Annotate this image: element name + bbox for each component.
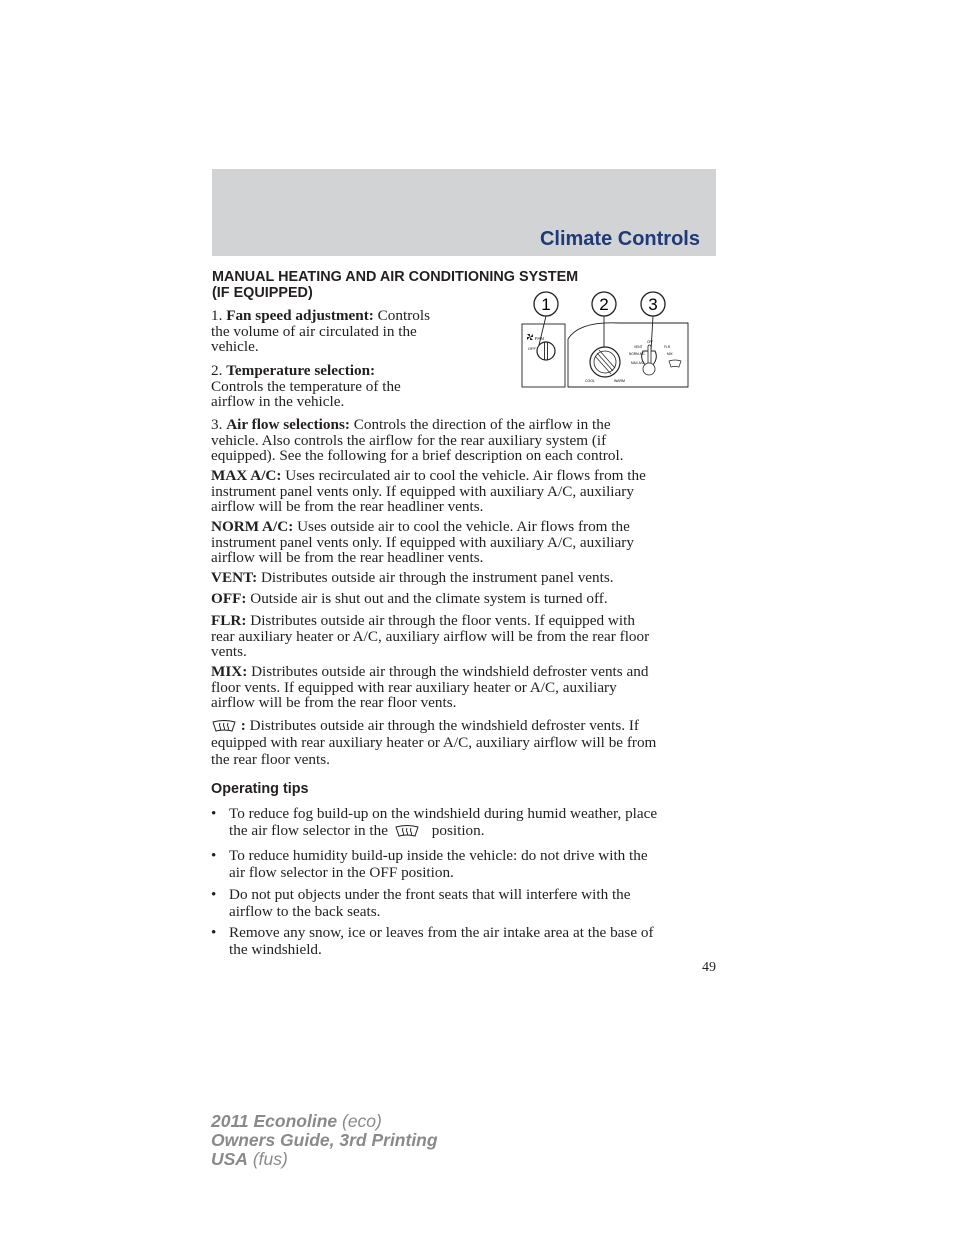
mode-mix: MIX: Distributes outside air through the windshield defroster vents and floor vents. If equipped with rear auxiliary heater or A/C, auxiliary airflow will be from the rear floor vents.: [211, 663, 649, 711]
mode-flr: FLR: Distributes outside air through the floor vents. If equipped with rear auxiliary heater or A/C, auxiliary airflow will be from the rear floor vents.: [211, 612, 650, 660]
vent-label: VENT: [634, 345, 643, 349]
callout-3-label: 3: [648, 295, 658, 314]
item-airflow: 3. Air flow selections: Controls the direction of the airflow in the vehicle. Also controls the airflow for the rear auxiliary system (if equipped). See the following for a brief description on each control.: [211, 416, 624, 464]
fan-label: FAN: [535, 336, 544, 341]
windshield-defrost-icon: [211, 719, 237, 733]
page-number: 49: [702, 960, 716, 975]
fan-off-label: OFF: [528, 346, 536, 351]
airflow-knob: [642, 345, 657, 375]
section-title: Climate Controls: [539, 228, 700, 250]
bullet-dot: •: [211, 886, 217, 903]
callout-1: [534, 292, 558, 316]
mode-max-ac: MAX A/C: Uses recirculated air to cool the vehicle. Air flows from the instrument panel vents only. If equipped with auxiliary A/C, auxiliary airflow will be from the rear headliner vents.: [211, 467, 646, 515]
flr-label: FLR: [664, 345, 671, 349]
mode-off: OFF: Outside air is shut out and the climate system is turned off.: [211, 590, 608, 607]
windshield-defrost-icon: [394, 824, 420, 838]
temperature-knob: [590, 347, 620, 377]
operating-tips-heading: Operating tips: [211, 781, 309, 797]
diagram-defrost-icon: [669, 360, 681, 367]
header-band: [212, 169, 716, 256]
bullet-dot: •: [211, 805, 217, 822]
norm-label: NORM A/C: [629, 352, 645, 356]
main-heading-line1: MANUAL HEATING AND AIR CONDITIONING SYSTEM: [212, 269, 579, 285]
mode-vent: VENT: Distributes outside air through the instrument panel vents.: [211, 569, 614, 586]
fan-icon: [527, 334, 533, 340]
mode-defrost: : Distributes outside air through the windshield defroster vents. If equipped with rear auxiliary heater or A/C, auxiliary airflow will be from the rear floor vents.: [211, 717, 657, 768]
callout-2: [592, 292, 616, 316]
bullet-dot: •: [211, 847, 217, 864]
cool-label: COOL: [585, 379, 595, 383]
callout-1-label: 1: [541, 295, 551, 314]
warm-label: WARM: [614, 379, 625, 383]
footer-imprint: 2011 Econoline (eco) Owners Guide, 3rd Printing USA (fus): [211, 1111, 438, 1169]
max-label: MAX A/C: [631, 361, 644, 365]
mode-norm-ac: NORM A/C: Uses outside air to cool the vehicle. Air flows from the instrument panel vents only. If equipped with auxiliary A/C, auxiliary airflow will be from the rear headliner vents.: [211, 518, 634, 566]
main-heading-line2: (IF EQUIPPED): [212, 285, 313, 301]
item-fan-speed: 1. Fan speed adjustment: Controls the volume of air circulated in the vehicle.: [211, 307, 430, 355]
mix-label: MIX: [667, 352, 673, 356]
callout-2-label: 2: [599, 295, 609, 314]
bullet-dot: •: [211, 924, 217, 941]
item-temperature: 2. Temperature selection: Controls the temperature of the airflow in the vehicle.: [211, 362, 401, 410]
off2-label: OFF: [647, 340, 654, 344]
climate-control-diagram: [519, 287, 691, 389]
callout-3: [641, 292, 665, 316]
